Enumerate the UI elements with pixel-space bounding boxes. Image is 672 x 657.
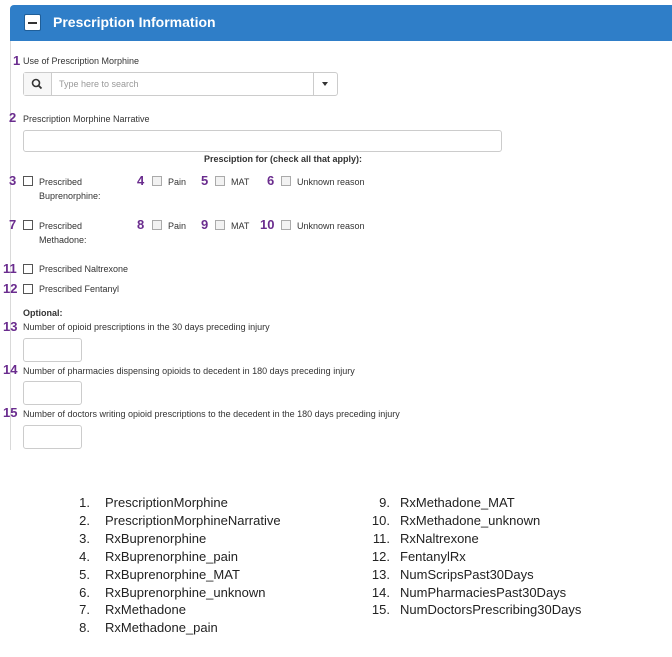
legend-num: 5.	[79, 567, 90, 582]
legend-num: 12.	[371, 549, 390, 564]
methadone-label-line1: Prescribed	[39, 221, 83, 231]
section-left-border	[10, 41, 11, 450]
field-number-6: 6	[267, 173, 275, 188]
fentanyl-checkbox[interactable]	[23, 284, 33, 294]
legend-name: RxMethadone	[105, 602, 186, 617]
field-number-5: 5	[201, 173, 209, 188]
num-pharmacies-label: Number of pharmacies dispensing opioids to decedent in 180 days preceding injury	[23, 366, 355, 376]
prescription-for-title: Presciption for (check all that apply):	[204, 154, 363, 164]
methadone-mat-checkbox[interactable]	[215, 220, 225, 230]
legend-num: 15.	[371, 602, 390, 617]
legend-num: 3.	[79, 531, 90, 546]
legend-name: NumScripsPast30Days	[400, 567, 534, 582]
chevron-down-icon[interactable]	[313, 73, 337, 95]
buprenorphine-label-line2: Buprenorphine:	[39, 191, 101, 201]
legend-num: 1.	[79, 495, 90, 510]
methadone-label-line2: Methadone:	[39, 235, 87, 245]
field-number-7: 7	[9, 217, 17, 232]
methadone-pain-label: Pain	[168, 221, 187, 231]
legend-num: 8.	[79, 620, 90, 635]
buprenorphine-unknown-label: Unknown reason	[297, 177, 365, 187]
legend-num: 9.	[379, 495, 390, 510]
legend-name: RxMethadone_MAT	[400, 495, 515, 510]
legend-num: 11.	[372, 531, 390, 546]
field-number-10: 10	[260, 217, 275, 232]
methadone-checkbox[interactable]	[23, 220, 33, 230]
legend-name: NumDoctorsPrescribing30Days	[400, 602, 582, 617]
num-scrips-input[interactable]	[23, 338, 82, 362]
legend-num: 7.	[79, 602, 90, 617]
legend-num: 6.	[79, 585, 90, 600]
legend-num: 10.	[371, 513, 390, 528]
legend-name: FentanylRx	[400, 549, 466, 564]
field-number-12: 12	[3, 281, 18, 296]
field-number-1: 1	[13, 53, 21, 68]
legend-name: NumPharmaciesPast30Days	[400, 585, 567, 600]
methadone-unknown-label: Unknown reason	[297, 221, 365, 231]
morphine-narrative-input[interactable]	[23, 130, 502, 152]
num-scrips-label: Number of opioid prescriptions in the 30 days preceding injury	[23, 322, 270, 332]
field-number-14: 14	[3, 362, 18, 377]
methadone-unknown-checkbox[interactable]	[281, 220, 291, 230]
naltrexone-label: Prescribed Naltrexone	[39, 264, 129, 274]
num-doctors-label: Number of doctors writing opioid prescriptions to the decedent in the 180 days preceding injury	[23, 409, 400, 419]
legend-name: RxMethadone_pain	[105, 620, 218, 635]
legend-name: RxNaltrexone	[400, 531, 479, 546]
search-placeholder[interactable]: Type here to search	[59, 79, 139, 89]
field-number-9: 9	[201, 217, 209, 232]
legend-name: RxBuprenorphine_MAT	[105, 567, 240, 582]
section-title: Prescription Information	[53, 14, 216, 30]
num-pharmacies-input[interactable]	[23, 381, 82, 405]
buprenorphine-mat-label: MAT	[231, 177, 250, 187]
field-number-2: 2	[9, 110, 17, 125]
legend-num: 4.	[79, 549, 90, 564]
legend-num: 13.	[371, 567, 390, 582]
morphine-narrative-label: Prescription Morphine Narrative	[23, 114, 150, 124]
buprenorphine-label-line1: Prescribed	[39, 177, 83, 187]
prescription-morphine-select[interactable]	[23, 72, 338, 96]
legend-num: 2.	[79, 513, 90, 528]
fentanyl-label: Prescribed Fentanyl	[39, 284, 120, 294]
field-number-8: 8	[137, 217, 145, 232]
buprenorphine-unknown-checkbox[interactable]	[281, 176, 291, 186]
legend-name: RxBuprenorphine_unknown	[105, 585, 266, 600]
naltrexone-checkbox[interactable]	[23, 264, 33, 274]
search-icon-box	[24, 73, 52, 95]
collapse-minus-icon[interactable]	[24, 14, 41, 31]
legend-name: PrescriptionMorphine	[105, 495, 228, 510]
field-number-11: 11	[3, 261, 17, 276]
legend-name: RxMethadone_unknown	[400, 513, 541, 528]
legend-name: PrescriptionMorphineNarrative	[105, 513, 281, 528]
methadone-mat-label: MAT	[231, 221, 250, 231]
legend-num: 14.	[371, 585, 390, 600]
buprenorphine-checkbox[interactable]	[23, 176, 33, 186]
field-number-13: 13	[3, 319, 18, 334]
num-doctors-input[interactable]	[23, 425, 82, 449]
legend-name: RxBuprenorphine_pain	[105, 549, 238, 564]
legend-name: RxBuprenorphine	[105, 531, 207, 546]
search-icon	[24, 73, 51, 95]
field-number-15: 15	[3, 405, 18, 420]
field-number-4: 4	[137, 173, 145, 188]
section-header	[10, 5, 672, 41]
optional-label: Optional:	[23, 308, 63, 318]
prescription-morphine-label: Use of Prescription Morphine	[23, 56, 140, 66]
field-number-3: 3	[9, 173, 17, 188]
buprenorphine-pain-checkbox[interactable]	[152, 176, 162, 186]
methadone-pain-checkbox[interactable]	[152, 220, 162, 230]
buprenorphine-mat-checkbox[interactable]	[215, 176, 225, 186]
buprenorphine-pain-label: Pain	[168, 177, 187, 187]
